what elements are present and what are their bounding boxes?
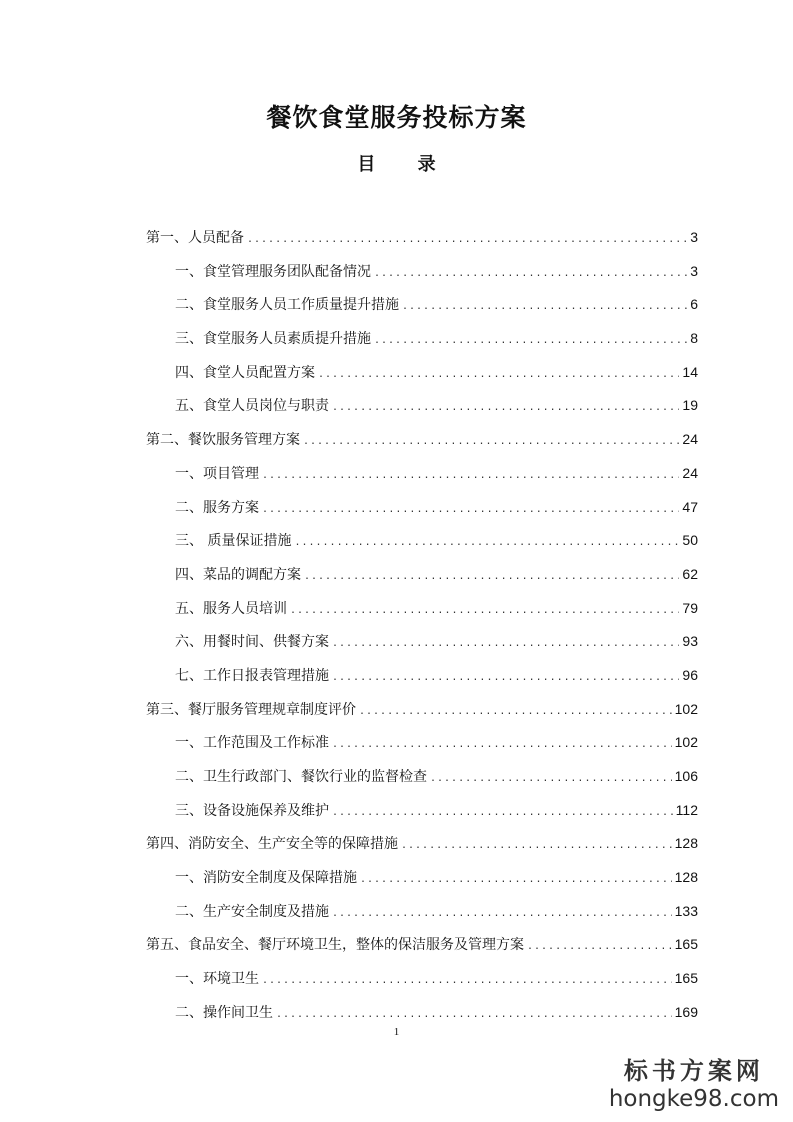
toc-dot-leader (294, 531, 679, 555)
toc-section-entry[interactable] (146, 528, 698, 562)
toc-section-entry[interactable] (146, 596, 698, 630)
toc-dot-leader (374, 329, 687, 353)
toc-dot-leader (430, 767, 672, 791)
toc-entry-title: 五、服务人员培训 (175, 600, 287, 617)
toc-section-entry[interactable] (146, 865, 698, 899)
toc-entry-title: 第一、人员配备 (146, 230, 244, 246)
toc-entry-page: 79 (682, 599, 698, 616)
toc-entry-page: 133 (674, 902, 698, 919)
toc-dot-leader (360, 868, 672, 892)
toc-entry-title: 六、用餐时间、供餐方案 (175, 634, 329, 651)
toc-entry-title: 第四、消防安全、生产安全等的保障措施 (146, 836, 398, 853)
toc-entry-title: 二、生产安全制度及措施 (175, 903, 329, 920)
toc-entry-page: 112 (675, 801, 698, 818)
toc-entry-page: 62 (682, 565, 698, 582)
toc-chapter-entry[interactable] (146, 427, 698, 461)
toc-dot-leader (374, 262, 687, 286)
toc-dot-leader (247, 228, 687, 252)
toc-entry-page: 93 (682, 633, 698, 650)
toc-entry-title: 七、工作日报表管理措施 (175, 667, 329, 684)
toc-dot-leader (262, 969, 672, 993)
toc-entry-page: 3 (690, 229, 698, 245)
toc-entry-title: 一、项目管理 (175, 465, 259, 482)
toc-dot-leader (332, 902, 672, 926)
toc-entry-title: 第五、食品安全、餐厅环境卫生，整体的保洁服务及管理方案 (146, 937, 524, 954)
toc-entry-title: 二、卫生行政部门、餐饮行业的监督检查 (175, 769, 427, 785)
toc-dot-leader (332, 632, 679, 656)
toc-chapter-entry[interactable] (146, 932, 698, 966)
toc-dot-leader (332, 396, 679, 420)
table-of-contents (146, 225, 698, 1034)
toc-entry-page: 128 (674, 869, 698, 886)
toc-entry-page: 102 (674, 734, 698, 751)
toc-section-entry[interactable] (146, 259, 698, 293)
watermark-logo (609, 1056, 779, 1112)
page-number: 1 (393, 1026, 400, 1038)
toc-dot-leader (332, 801, 673, 825)
toc-dot-leader (359, 700, 672, 724)
toc-entry-title: 二、食堂服务人员工作质量提升措施 (175, 297, 399, 314)
watermark-url: hongke98.com (608, 1086, 779, 1112)
toc-section-entry[interactable] (146, 326, 698, 360)
toc-entry-page: 24 (682, 464, 698, 481)
toc-entry-title: 四、菜品的调配方案 (175, 566, 301, 583)
toc-entry-title: 一、环境卫生 (175, 971, 259, 988)
toc-section-entry[interactable] (146, 899, 698, 933)
toc-section-entry[interactable] (146, 764, 698, 798)
toc-section-entry[interactable] (146, 461, 698, 495)
toc-heading: 目 录 (357, 154, 454, 175)
toc-section-entry[interactable] (146, 562, 698, 596)
toc-entry-page: 102 (674, 700, 698, 717)
toc-dot-leader (262, 498, 679, 522)
toc-entry-page: 169 (674, 1003, 698, 1020)
toc-entry-page: 96 (682, 666, 698, 683)
toc-entry-title: 三、 质量保证措施 (175, 533, 292, 550)
toc-entry-title: 二、服务方案 (175, 499, 259, 516)
toc-entry-title: 二、操作间卫生 (175, 1004, 273, 1021)
toc-dot-leader (262, 464, 679, 488)
toc-entry-page: 50 (682, 532, 698, 549)
toc-entry-title: 一、食堂管理服务团队配备情况 (175, 263, 371, 280)
toc-entry-page: 165 (674, 936, 698, 953)
toc-entry-page: 19 (682, 397, 698, 414)
toc-chapter-entry[interactable] (146, 831, 698, 865)
toc-entry-title: 五、食堂人员岗位与职责 (175, 398, 329, 415)
toc-dot-leader (303, 430, 679, 454)
toc-section-entry[interactable] (146, 663, 698, 697)
toc-dot-leader (402, 295, 687, 319)
toc-dot-leader (332, 666, 679, 690)
toc-section-entry[interactable] (146, 393, 698, 427)
toc-entry-title: 第三、餐厅服务管理规章制度评价 (146, 701, 356, 718)
toc-section-entry[interactable] (146, 798, 698, 832)
toc-entry-page: 165 (674, 970, 698, 987)
toc-entry-page: 24 (682, 431, 698, 448)
watermark-name: 标书方案网 (623, 1056, 764, 1085)
toc-dot-leader (318, 363, 679, 387)
toc-section-entry[interactable] (146, 292, 698, 326)
toc-dot-leader (332, 733, 672, 757)
toc-entry-page: 8 (690, 330, 698, 347)
toc-section-entry[interactable] (146, 730, 698, 764)
toc-entry-page: 128 (674, 835, 698, 852)
toc-entry-page: 6 (690, 296, 698, 313)
toc-dot-leader (527, 935, 672, 959)
toc-chapter-entry[interactable] (146, 697, 698, 731)
toc-dot-leader (276, 1003, 672, 1027)
document-title: 餐饮食堂服务投标方案 (266, 103, 527, 132)
toc-section-entry[interactable] (146, 495, 698, 529)
toc-dot-leader (304, 565, 679, 589)
toc-entry-title: 第二、餐饮服务管理方案 (146, 432, 300, 449)
toc-entry-page: 47 (682, 498, 698, 515)
toc-entry-page: 106 (674, 768, 698, 784)
toc-entry-title: 四、食堂人员配置方案 (175, 364, 315, 381)
toc-entry-page: 14 (682, 363, 698, 380)
toc-entry-title: 三、设备设施保养及维护 (175, 802, 329, 819)
toc-section-entry[interactable] (146, 966, 698, 1000)
toc-entry-title: 一、工作范围及工作标准 (175, 735, 329, 752)
toc-entry-page: 3 (690, 262, 698, 279)
toc-section-entry[interactable] (146, 629, 698, 663)
toc-entry-title: 三、食堂服务人员素质提升措施 (175, 331, 371, 348)
toc-dot-leader (401, 834, 672, 858)
toc-dot-leader (290, 599, 679, 623)
toc-chapter-entry[interactable] (146, 225, 698, 259)
toc-section-entry[interactable] (146, 360, 698, 394)
toc-entry-title: 一、消防安全制度及保障措施 (175, 870, 357, 887)
